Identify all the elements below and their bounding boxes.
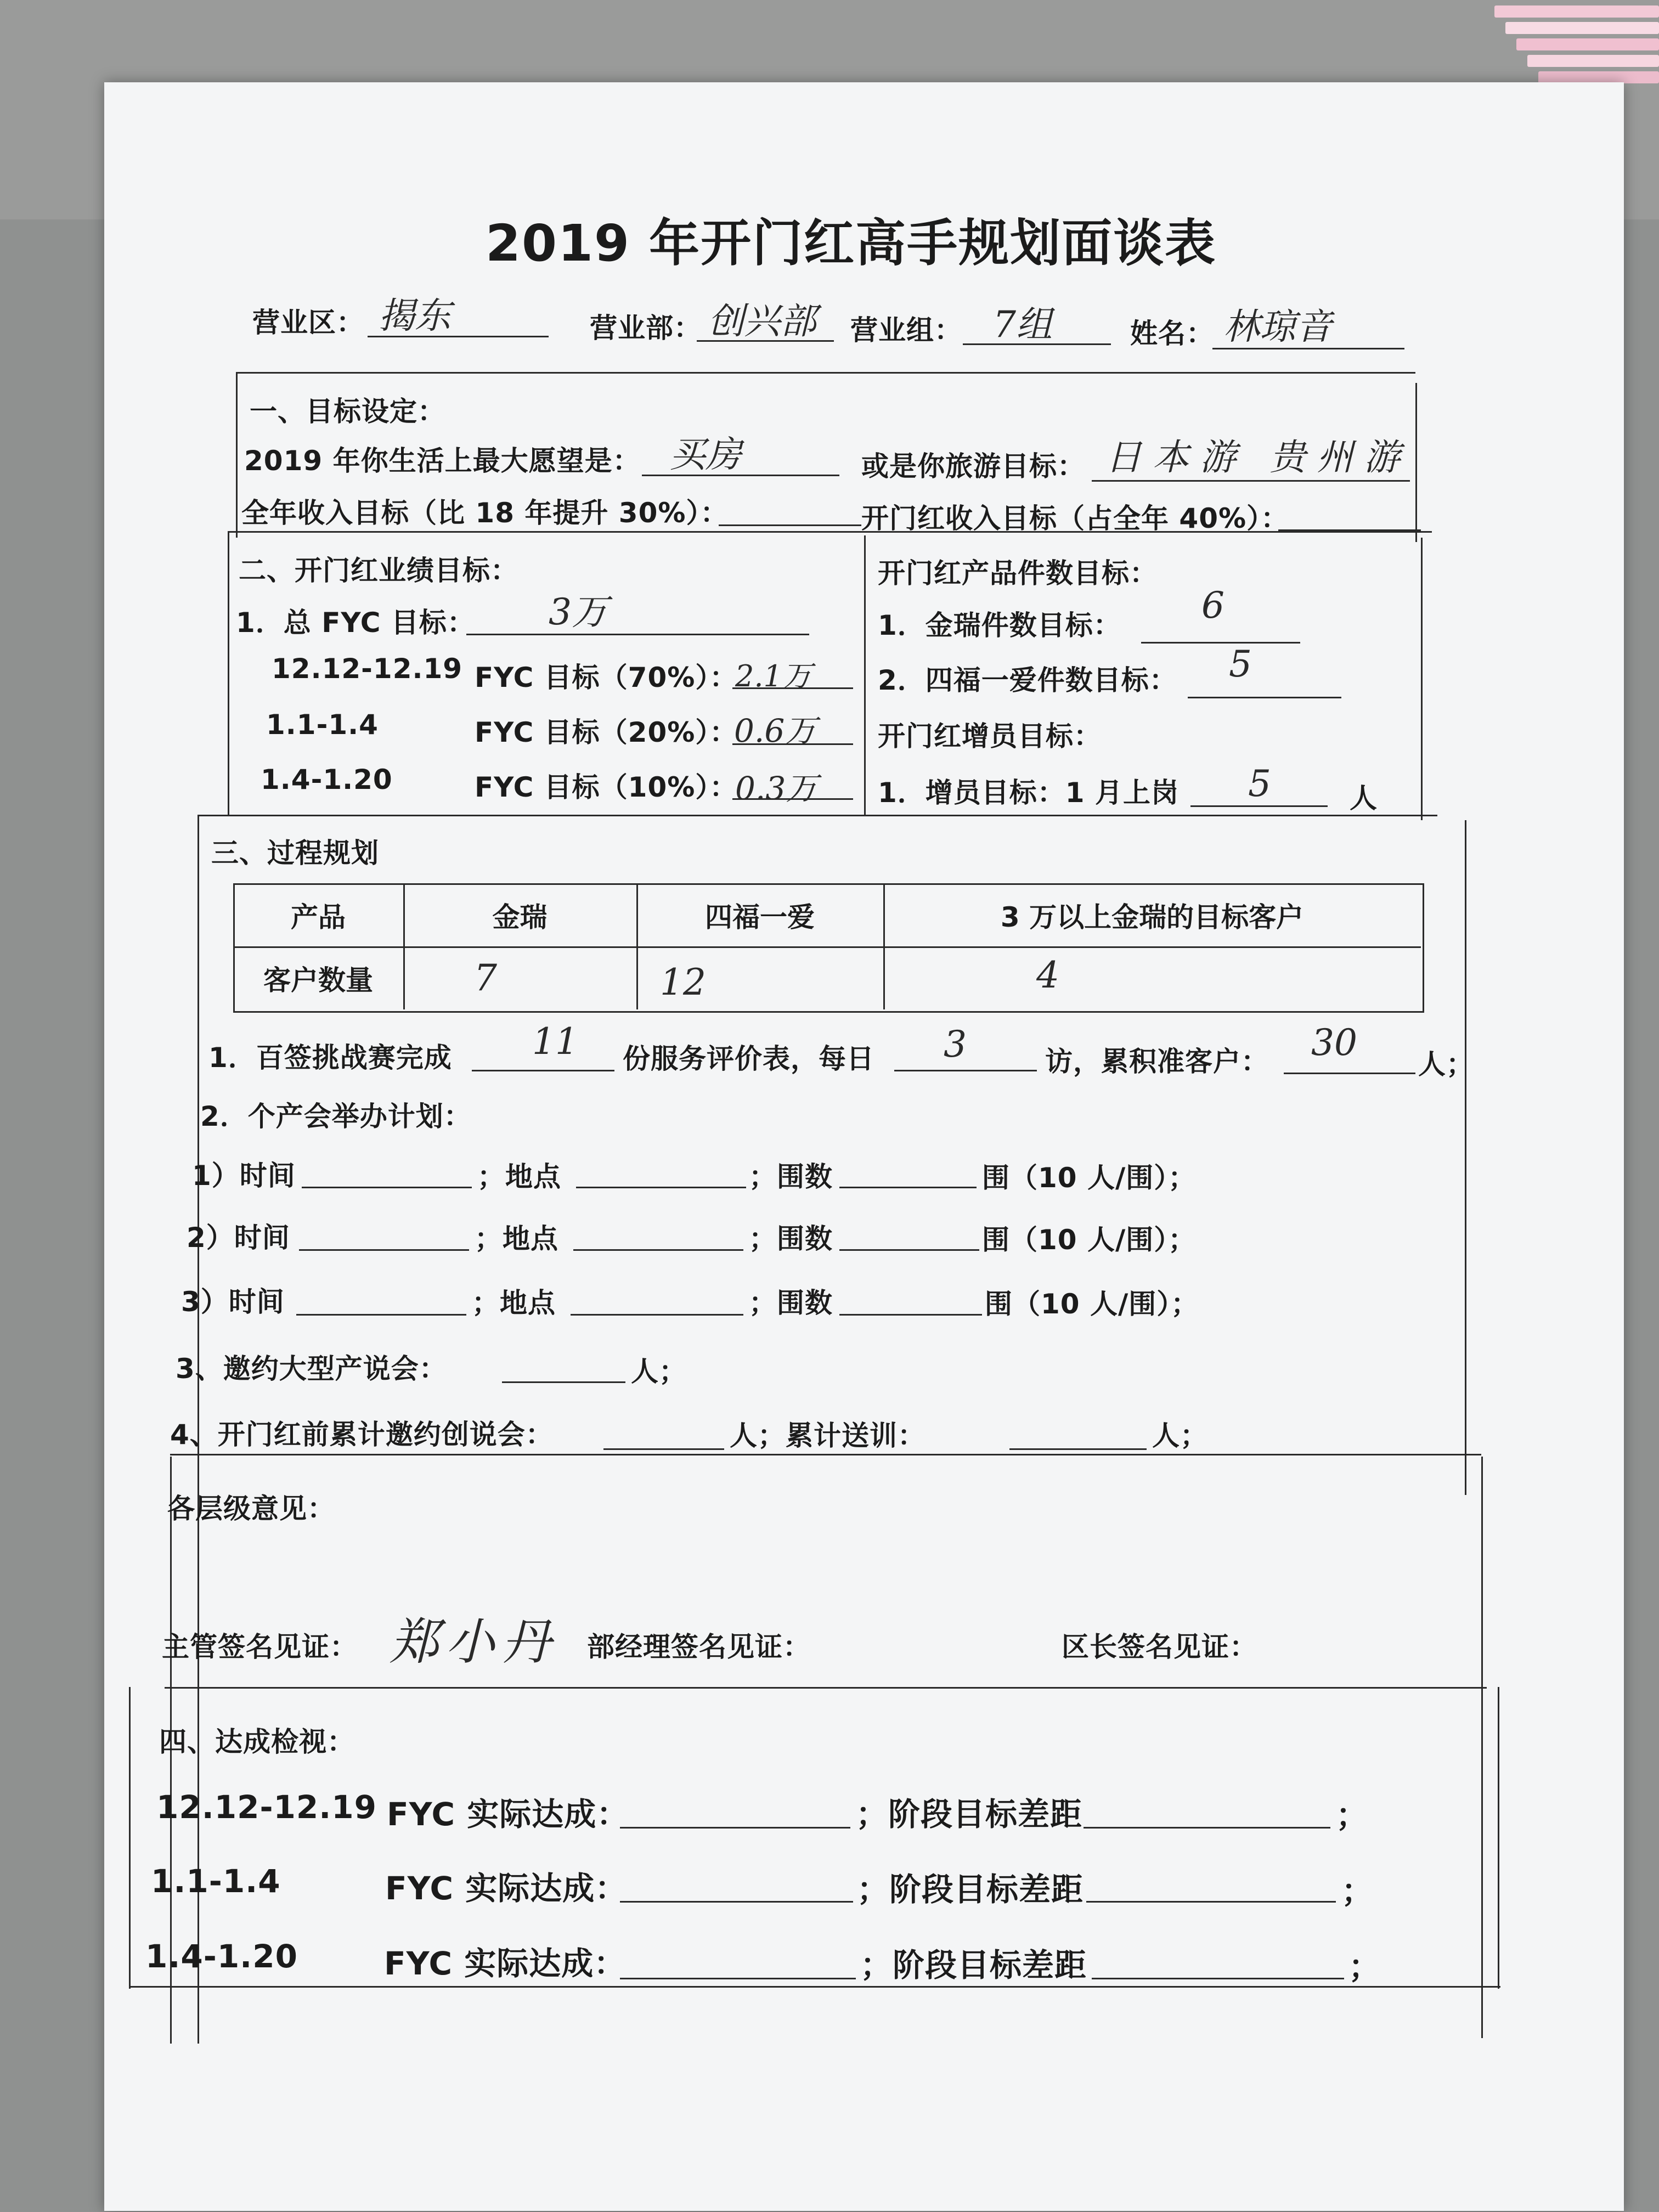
- review3-label: FYC 实际达成：: [384, 1945, 627, 1982]
- income-target-label: 全年收入目标（比 18 年提升 30%）：: [241, 497, 729, 529]
- travel-value: 日本游 贵州游: [1105, 436, 1411, 478]
- item3-unit: 人；: [631, 1356, 687, 1387]
- plan1-place-label: ；地点: [477, 1161, 561, 1193]
- period3-label: FYC 目标（10%）：: [475, 771, 738, 803]
- table-header-jinrui: 金瑞: [492, 901, 548, 933]
- area-label: 营业区：: [252, 307, 364, 338]
- recruit-label: 1．增员目标：1 月上岗: [878, 777, 1179, 809]
- plan1-unit: 围（10 人/围）；: [982, 1162, 1197, 1194]
- section4-heading: 四、达成检视：: [159, 1726, 355, 1758]
- recruit-value: 5: [1248, 763, 1271, 805]
- opinion-heading: 各层级意见：: [167, 1493, 335, 1525]
- item1-v1: 11: [532, 1020, 578, 1063]
- plan3-time-label: 3）时间: [181, 1286, 285, 1318]
- total-fyc-label: 1．总 FYC 目标：: [236, 607, 475, 639]
- recruit-heading: 开门红增员目标：: [878, 720, 1102, 752]
- item1-v3: 30: [1311, 1022, 1357, 1064]
- plan1-time-label: 1）时间: [192, 1160, 296, 1192]
- item1-suffix: 人；: [1418, 1048, 1474, 1080]
- manager-sign-label: 部经理签名见证：: [587, 1631, 811, 1663]
- review3-date: 1.4-1.20: [145, 1938, 298, 1975]
- section1-heading: 一、目标设定：: [250, 396, 445, 427]
- jinrui-label: 1．金瑞件数目标：: [878, 610, 1121, 641]
- product-target-heading: 开门红产品件数目标：: [878, 557, 1158, 589]
- plan2-time-label: 2）时间: [187, 1222, 290, 1254]
- dept-value: 创兴部: [708, 300, 816, 342]
- district-sign-label: 区长签名见证：: [1062, 1631, 1257, 1663]
- plan2-place-label: ；地点: [475, 1223, 558, 1255]
- group-value: 7组: [993, 303, 1052, 346]
- review1-gap: ；阶段目标差距: [856, 1796, 1083, 1833]
- item4-label: 4、开门红前累计邀约创说会：: [170, 1419, 554, 1451]
- period3-date: 1.4-1.20: [261, 764, 393, 795]
- section2-heading: 二、开门红业绩目标：: [239, 555, 518, 586]
- item4-unit: 人；累计送训：: [730, 1420, 926, 1452]
- section3-heading: 三、过程规划: [211, 837, 379, 869]
- table-value-target-clients: 4: [1036, 954, 1059, 996]
- name-label: 姓名：: [1130, 318, 1214, 349]
- item1-mid2: 访，累积准客户：: [1045, 1046, 1269, 1077]
- item1-v2: 3: [944, 1023, 967, 1065]
- review2-end: ；: [1341, 1872, 1374, 1910]
- review1-label: FYC 实际达成：: [387, 1796, 629, 1833]
- jinrui-value: 6: [1201, 584, 1224, 627]
- table-header-product: 产品: [291, 901, 346, 933]
- kmh-income-label: 开门红收入目标（占全年 40%）：: [861, 503, 1289, 534]
- item1-mid: 份服务评价表，每日: [623, 1043, 874, 1075]
- form-title: 2019 年开门红高手规划面谈表: [486, 214, 1217, 273]
- item3-label: 3、邀约大型产说会：: [176, 1353, 447, 1385]
- item1-prefix: 1．百签挑战赛完成: [208, 1042, 452, 1074]
- wish-value: 买房: [669, 433, 742, 476]
- review2-label: FYC 实际达成：: [385, 1870, 628, 1907]
- paper-stack-corner: [1478, 0, 1659, 93]
- review1-end: ；: [1336, 1797, 1369, 1834]
- supervisor-sign-label: 主管签名见证：: [162, 1631, 358, 1663]
- period1-label: FYC 目标（70%）：: [475, 662, 738, 693]
- item2-heading: 2．个产会举办计划：: [200, 1101, 472, 1132]
- travel-label: 或是你旅游目标：: [861, 450, 1085, 482]
- period1-date: 12.12-12.19: [272, 653, 463, 685]
- period2-date: 1.1-1.4: [266, 709, 379, 741]
- plan1-tables-label: ；围数: [749, 1161, 833, 1193]
- plan3-place-label: ；地点: [472, 1287, 556, 1319]
- table-header-sifu: 四福一爱: [705, 901, 815, 933]
- plan3-tables-label: ；围数: [749, 1287, 833, 1319]
- review2-date: 1.1-1.4: [151, 1863, 281, 1900]
- plan2-tables-label: ；围数: [749, 1223, 833, 1255]
- table-value-sifu: 12: [660, 961, 706, 1003]
- plan2-unit: 围（10 人/围）；: [982, 1224, 1197, 1256]
- dept-label: 营业部：: [590, 312, 702, 344]
- review3-end: ；: [1348, 1948, 1381, 1985]
- period1-value: 2.1万: [735, 659, 812, 693]
- wish-label: 2019 年你生活上最大愿望是：: [244, 445, 641, 477]
- area-value: 揭东: [379, 295, 451, 337]
- review1-date: 12.12-12.19: [156, 1788, 377, 1826]
- period2-label: FYC 目标（20%）：: [475, 716, 738, 748]
- table-row-label: 客户数量: [263, 964, 373, 996]
- sifu-value: 5: [1229, 643, 1252, 685]
- review2-gap: ；阶段目标差距: [857, 1871, 1084, 1908]
- table-value-jinrui: 7: [474, 957, 497, 999]
- recruit-unit: 人: [1350, 782, 1378, 814]
- interview-form-sheet: [104, 82, 1624, 2211]
- total-fyc-value: 3万: [549, 591, 608, 633]
- group-label: 营业组：: [850, 314, 962, 346]
- period2-value: 0.6万: [734, 712, 817, 749]
- table-header-target-clients: 3 万以上金瑞的目标客户: [1000, 901, 1304, 933]
- sifu-label: 2．四福一爱件数目标：: [878, 664, 1177, 696]
- period3-value: 0.3万: [735, 770, 818, 807]
- item4-unit2: 人；: [1152, 1420, 1208, 1452]
- plan3-unit: 围（10 人/围）；: [985, 1288, 1199, 1320]
- name-value: 林琼音: [1223, 306, 1332, 348]
- review3-gap: ；阶段目标差距: [860, 1946, 1087, 1984]
- supervisor-signature: 郑小丹: [390, 1613, 557, 1671]
